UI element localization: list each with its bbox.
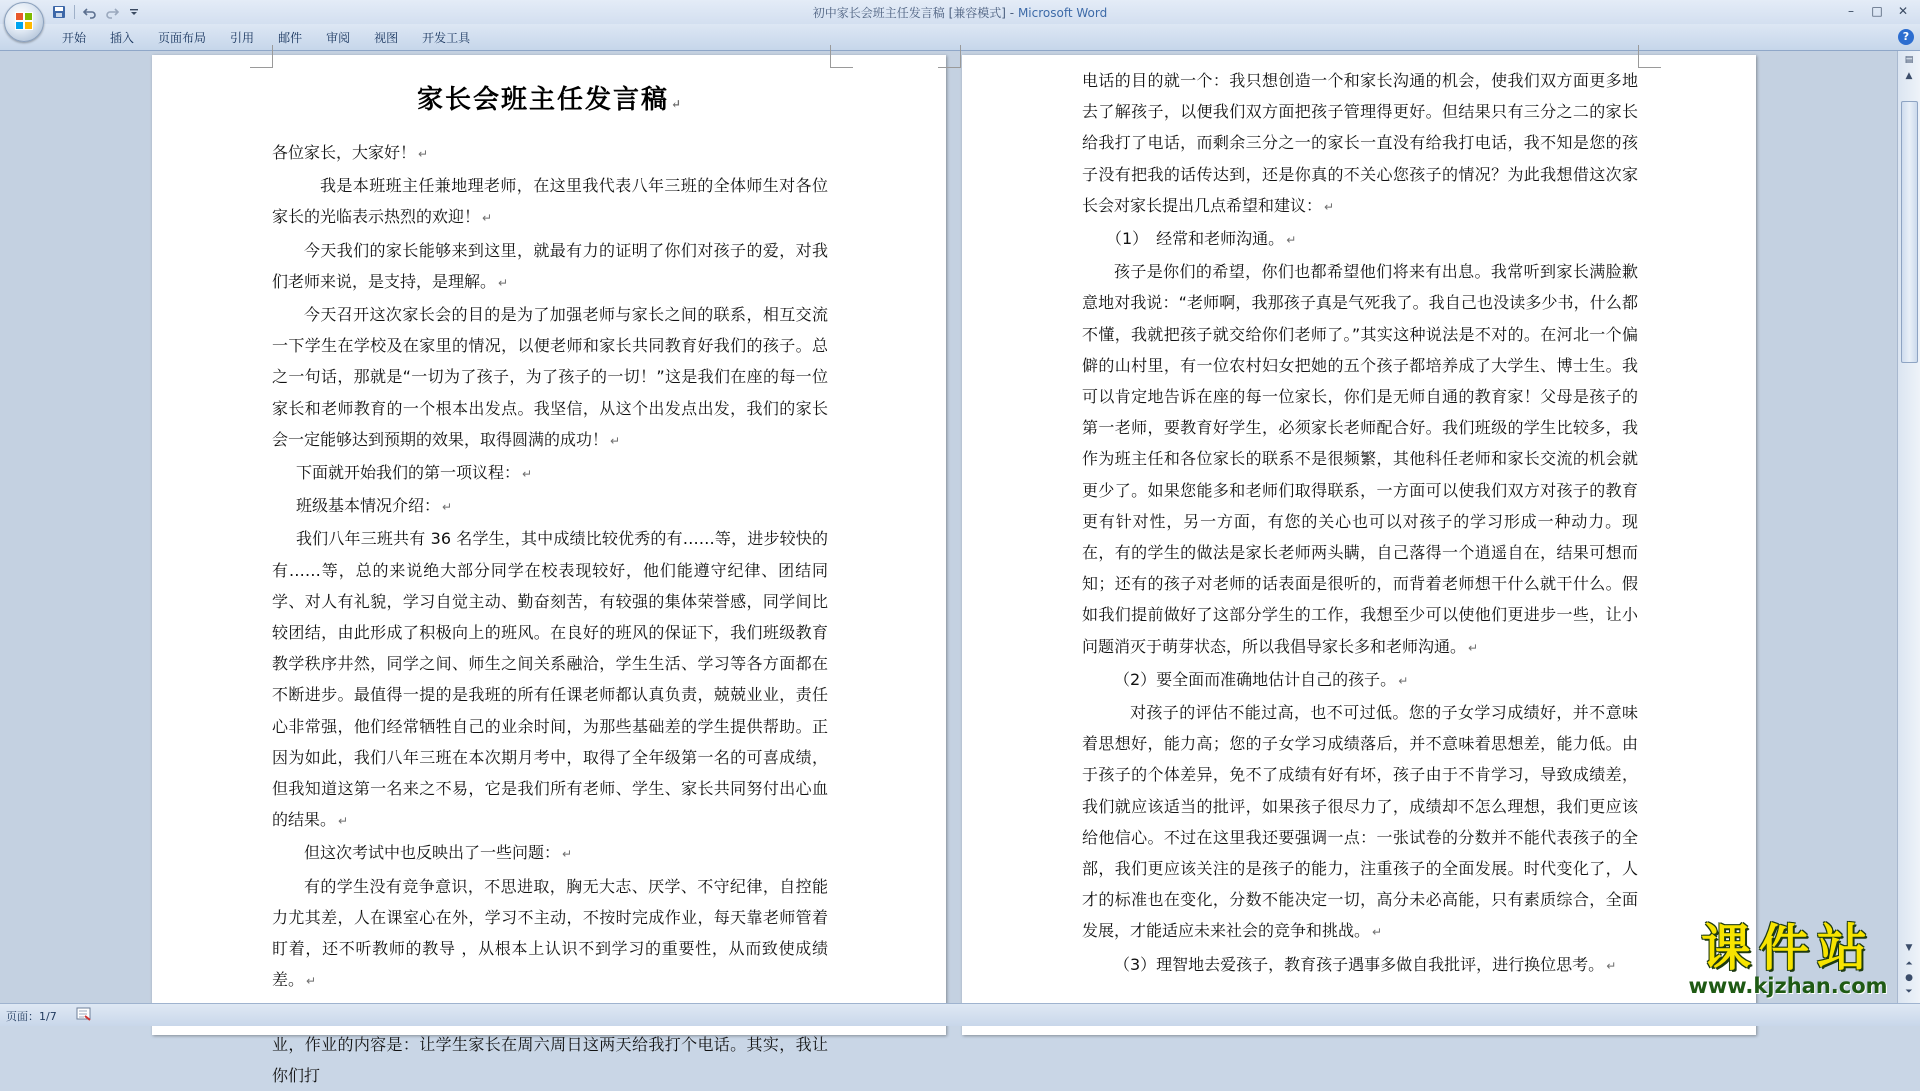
crop-mark-top-left <box>250 45 273 68</box>
paragraph-text: （1） 经常和老师沟通。 <box>1106 229 1285 249</box>
paragraph-text: 孩子是你们的希望，你们也都希望他们将来有出息。我常听到家长满脸歉意地对我说：“老师啊，我那孩子真是气死我了。我自己也没读多少书，什么都不懂，我就把孩子就交给你们老师了。”其实这种说法是不对的。在河北一个偏僻的山村里，有一位农村妇女把她的五个孩子都培养成了大学生、博士生。我可以肯定地告诉在座的每一位家长，你们是无师自通的教育家！父母是孩子的第一老师，要教育好学生，必须家长老师配合好。我们班级的学生比较多，我作为班主任和各位家长的联系不是很频繁，其他科任老师和家长交流的机会就更少了。如果您能多和老师们取得联系，一方面可以使我们双方对孩子的教育更有针对性，另一方面，有您的关心也可以对孩子的学习形成一种动力。现在，有的学生的做法是家长老师两头瞒，自己落得一个逍遥自在，结果可想而知；还有的孩子对老师的话表面是很听的，而背着老师想干什么就干什么。假如我们提前做好了这部分学生的工作，我想至少可以使他们更进步一些，让小问题消灭于萌芽状态，所以我倡导家长多和老师沟通。 <box>1082 262 1638 656</box>
title-separator: - <box>1005 6 1018 20</box>
paragraph-mark: ↵ <box>1324 199 1335 214</box>
tab-references[interactable]: 引用 <box>230 31 255 45</box>
page-count[interactable]: 页面：1/7 <box>6 1010 57 1023</box>
app-name: Microsoft Word <box>1017 6 1108 20</box>
document-title-text: 家长会班主任发言稿 <box>416 85 669 115</box>
paragraph <box>272 871 828 998</box>
tab-developer[interactable]: 开发工具 <box>422 31 471 45</box>
paragraph-text: 我们八年三班共有 36 名学生，其中成绩比较优秀的有……等，进步较快的有……等，总的来说绝大部分同学在校表现较好，他们能遵守纪律、团结同学、对人有礼貌，学习自觉主动、勤奋刻苦，有较强的集体荣誉感，同学间比较团结，由此形成了积极向上的班风。在良好的班风的保证下，我们班级教育教学秩序井然，同学之间、师生之间关系融洽，学生生活、学习等各方面都在不断进步。最值得一提的是我班的所有任课老师都认真负责，兢兢业业，责任心非常强，他们经常牺牲自己的业余时间，为那些基础差的学生提供帮助。正因为如此，我们八年三班在本次期月考中，取得了全年级第一名的可喜成绩，但我知道这第一名来之不易，它是我们所有老师、学生、家长共同努付出心血的结果。 <box>272 529 828 830</box>
maximize-button[interactable]: □ <box>1871 4 1883 18</box>
tab-mailings[interactable]: 邮件 <box>278 31 303 45</box>
close-button[interactable]: ✕ <box>1897 4 1909 18</box>
paragraph-mark: ↵ <box>482 211 493 226</box>
paragraph-mark: ↵ <box>670 97 684 111</box>
paragraph-mark: ↵ <box>306 974 317 989</box>
crop-mark-top-right <box>1638 45 1661 68</box>
paragraph-mark: ↵ <box>1398 673 1409 688</box>
watermark <box>1672 919 1904 1000</box>
page-2-body <box>1082 65 1638 982</box>
paragraph <box>1082 949 1638 982</box>
tab-page-layout[interactable]: 页面布局 <box>158 31 207 45</box>
paragraph <box>272 837 828 870</box>
paragraph-mark: ↵ <box>498 275 509 290</box>
paragraph <box>272 523 828 837</box>
page-2[interactable] <box>962 55 1756 1035</box>
paragraph <box>1082 256 1638 664</box>
paragraph-text: 对孩子的评估不能过高，也不可过低。您的子女学习成绩好，并不意味着思想好，能力高；您的子女学习成绩落后，并不意味着思想差，能力低。由于孩子的个体差异，免不了成绩有好有坏，孩子由于不肯学习，导致成绩差，我们就应该适当的批评，如果孩子很尽力了，成绩却不怎么理想，我们更应该给他信心。不过在这里我还要强调一点：一张试卷的分数并不能代表孩子的全部，我们更应该关注的是孩子的能力，注重孩子的全面发展。时代变化了，人才的标准也在变化，分数不能决定一切，高分未必高能，只有素质综合，全面发展，才能适应未来社会的竞争和挑战。 <box>1082 703 1638 941</box>
paragraph-mark: ↵ <box>1606 958 1617 973</box>
paragraph <box>272 137 828 170</box>
paragraph-text: 业，作业的内容是：让学生家长在周六周日这两天给我打个电话。其实，我让你们打 <box>272 1034 828 1085</box>
watermark-logo-text: 课件站 <box>1701 919 1875 977</box>
paragraph-mark: ↵ <box>442 500 453 515</box>
paragraph-mark: ↵ <box>562 847 573 862</box>
paragraph-text: 但这次考试中也反映出了一些问题： <box>304 843 561 863</box>
paragraph-text: 今天我们的家长能够来到这里，就最有力的证明了你们对孩子的爱，对我们老师来说，是支持，是理解。 <box>272 240 828 291</box>
status-bar <box>0 1003 1920 1026</box>
document-title <box>272 79 828 116</box>
paragraph-text: 今天召开这次家长会的目的是为了加强老师与家长之间的联系，相互交流一下学生在学校及在家里的情况，以便老师和家长共同教育好我们的孩子。总之一句话，那就是“一切为了孩子，为了孩子的一切！”这是我们在座的每一位家长和老师教育的一个根本出发点。我坚信，从这个出发点出发，我们的家长会一定能够达到预期的效果，取得圆满的成功！ <box>272 305 828 449</box>
paragraph <box>272 235 828 299</box>
paragraph <box>272 490 828 523</box>
tab-review[interactable]: 审阅 <box>326 31 351 45</box>
crop-mark-top-left <box>938 45 961 68</box>
paragraph-text: 下面就开始我们的第一项议程： <box>296 463 521 483</box>
paragraph <box>1082 664 1638 697</box>
paragraph-mark: ↵ <box>338 814 349 829</box>
paragraph-mark: ↵ <box>1286 233 1297 248</box>
page-1-body <box>272 137 828 1091</box>
paragraph <box>272 457 828 490</box>
crop-mark-top-right <box>830 45 853 68</box>
help-icon[interactable]: ? <box>1898 29 1914 45</box>
paragraph-mark: ↵ <box>418 147 429 161</box>
paragraph-text: 各位家长，大家好！ <box>272 143 417 162</box>
paragraph <box>272 170 828 234</box>
scroll-up-icon[interactable]: ▲ <box>1905 71 1913 81</box>
office-logo-icon <box>15 12 33 30</box>
paragraph <box>1082 223 1638 256</box>
paragraph <box>1082 65 1638 223</box>
paragraph-text: 有的学生没有竞争意识，不思进取，胸无大志、厌学、不守纪律，自控能力尤其差，人在课室心在外，学习不主动，不按时完成作业，每天靠老师管着盯着，还不听教师的教导 ，从根本上认识不到学习的重要性，从而致使成绩差。 <box>272 876 828 990</box>
paragraph <box>1082 697 1638 949</box>
browse-object-icon[interactable]: ● <box>1905 973 1913 983</box>
previous-page-icon[interactable]: ⏶ <box>1905 959 1913 969</box>
paragraph-text: 班级基本情况介绍： <box>296 496 441 516</box>
vertical-scrollbar[interactable] <box>1897 51 1920 1003</box>
paragraph-text: 我是本班班主任兼地理老师，在这里我代表八年三班的全体师生对各位家长的光临表示热烈的欢迎！ <box>272 176 828 227</box>
office-button[interactable] <box>4 2 44 42</box>
paragraph-text: （3）理智地去爱孩子，教育孩子遇事多做自我批评，进行换位思考。 <box>1114 954 1605 974</box>
paragraph-mark: ↵ <box>522 467 533 482</box>
document-name: 初中家长会班主任发言稿 [兼容模式] <box>812 6 1006 20</box>
paragraph-mark: ↵ <box>1468 640 1479 655</box>
paragraph-mark: ↵ <box>1372 925 1383 940</box>
paragraph-text: 电话的目的就一个：我只想创造一个和家长沟通的机会，使我们双方面更多地去了解孩子，以便我们双方面把孩子管理得更好。但结果只有三分之二的家长给我打了电话，而剩余三分之一的家长一直没有给我打电话，我不知是您的孩子没有把我的话传达到，还是你真的不关心您孩子的情况？为此我想借这次家长会对家长提出几点希望和建议： <box>1082 71 1638 215</box>
page-1[interactable] <box>152 55 946 1085</box>
title-bar <box>0 0 1920 24</box>
paragraph-text: （2）要全面而准确地估计自己的孩子。 <box>1114 669 1397 689</box>
tab-view[interactable]: 视图 <box>374 31 399 45</box>
proofing-icon[interactable] <box>76 1007 92 1021</box>
tab-insert[interactable]: 插入 <box>110 31 135 45</box>
tab-home[interactable]: 开始 <box>62 31 87 45</box>
paragraph-mark: ↵ <box>610 433 621 448</box>
paragraph <box>272 299 828 457</box>
next-page-icon[interactable]: ⏷ <box>1905 987 1913 997</box>
window-title <box>0 4 1920 21</box>
watermark-url: www.kjzhan.com <box>1688 974 1888 998</box>
minimize-button[interactable]: – <box>1848 4 1854 18</box>
scroll-thumb[interactable] <box>1901 101 1918 363</box>
scroll-down-icon[interactable]: ▼ <box>1905 943 1913 953</box>
window-controls <box>1838 2 1916 20</box>
ruler-toggle-icon[interactable]: ▤ <box>1904 55 1914 65</box>
